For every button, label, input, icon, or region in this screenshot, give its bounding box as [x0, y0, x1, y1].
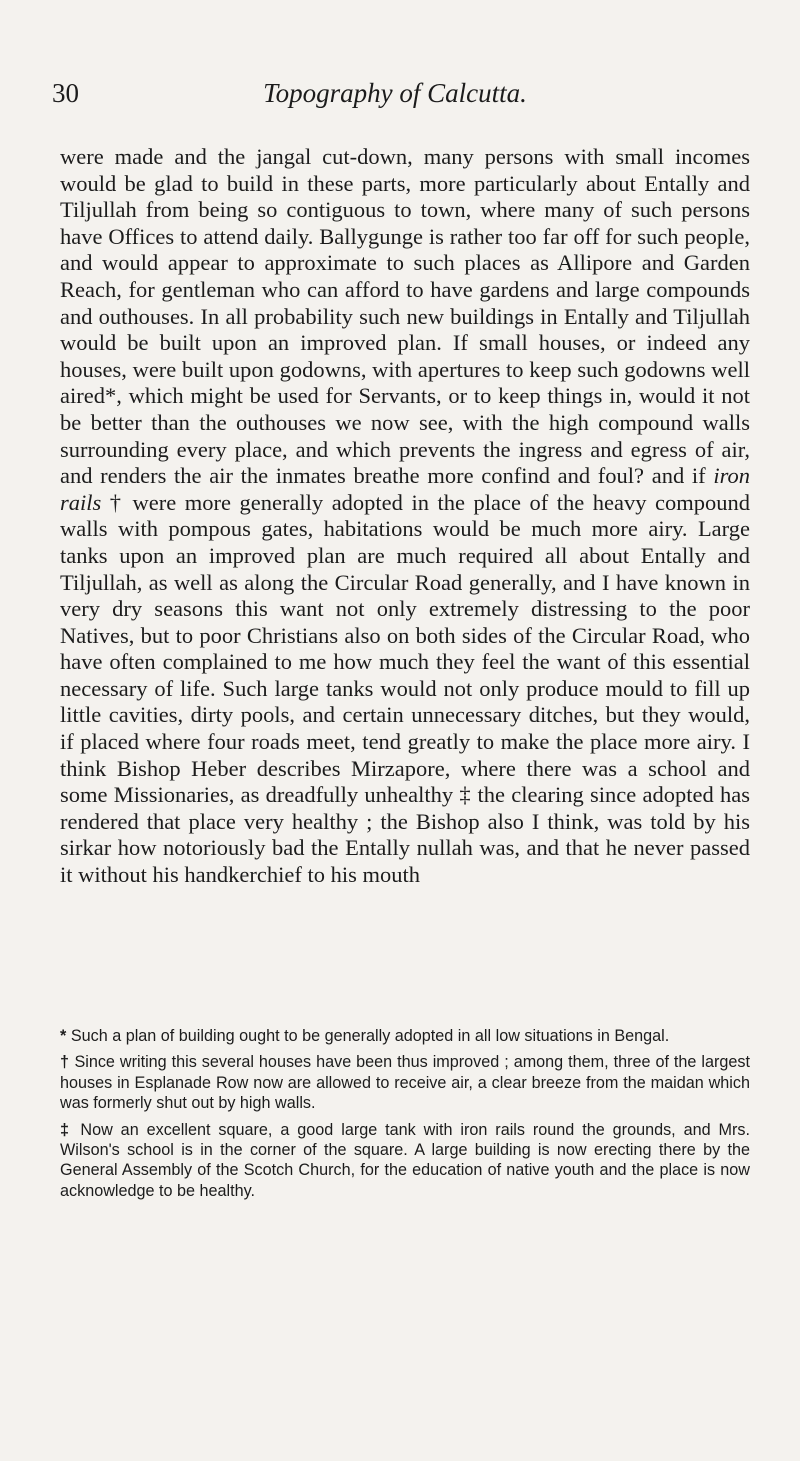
footnote-mark: ‡: [60, 1120, 73, 1139]
body-text-part-2: † were more generally adopted in the place of the heavy compound walls with pompous gates, habitations would be much more airy. Large tanks upon an improved plan are much required all about Entally and Tiljullah, as well as along the Circular Road generally, and I have known in very dry seasons this want not only extremely distressing to the poor Natives, but to poor Christians also on both sides of the Circular Road, who have often complained to me how much they feel the want of this essential necessary of life. Such large tanks would not only produce mould to fill up little cavities, dirty pools, and certain unnecessary ditches, but they would, if placed where four roads meet, tend greatly to make the place more airy. I think Bishop Heber describes Mirzapore, where there was a school and some Missionaries, as dreadfully unhealthy ‡ the clearing since adopted has rendered that place very healthy ; the Bishop also I think, was told by his sirkar how notoriously bad the Entally nullah was, and that he never passed it without his handkerchief to his mouth: [60, 489, 750, 888]
body-text-part-1: were made and the jangal cut-down, many persons with small incomes would be glad to build in these parts, more particularly about Entally and Tiljullah from being so contiguous to town, where many of such persons have Offices to attend daily. Ballygunge is rather too far off for such people, and would appear to approximate to such places as Allipore and Garden Reach, for gentleman who can afford to have gardens and large compounds and outhouses. In all probability such new buildings in Entally and Tiljullah would be built upon an improved plan. If small houses, or indeed any houses, were built upon godowns, with apertures to keep such godowns well aired*, which might be used for Servants, or to keep things in, would it not be better than the outhouses we now see, with the high compound walls surrounding every place, and which prevents the ingress and egress of air, and renders the air the inmates breathe more confind and foul? and if: [60, 144, 750, 489]
footnote-text: Such a plan of building ought to be generally adopted in all low situations in Bengal.: [70, 1027, 670, 1045]
italic-phrase: iron rails: [60, 463, 750, 515]
footnote: [60, 1052, 750, 1113]
footnote-text: Now an excellent square, a good large tank with iron rails round the grounds, and Mrs. Wilson's school is in the corner of the square. A large building is now erecting there by the General Assembly of the Scotch Church, for the education of native youth and the place is now acknowledge to be healthy.: [60, 1120, 750, 1200]
footnote: [60, 1120, 750, 1202]
footnote-text: Since writing this several houses have been thus improved ; among them, three of the largest houses in Esplanade Row now are allowed to receive air, a clear breeze from the maidan which was formerly shut out by high walls.: [60, 1053, 750, 1113]
footnote-mark: †: [60, 1053, 70, 1072]
page-header: [52, 78, 738, 118]
page-number: 30: [52, 78, 79, 108]
body-text: [60, 144, 750, 889]
footnote: [60, 1026, 750, 1046]
footnotes: [60, 1026, 750, 1207]
body-paragraph: [60, 144, 750, 889]
footnote-mark: *: [60, 1027, 67, 1045]
running-title: Topography of Calcutta.: [263, 78, 527, 108]
